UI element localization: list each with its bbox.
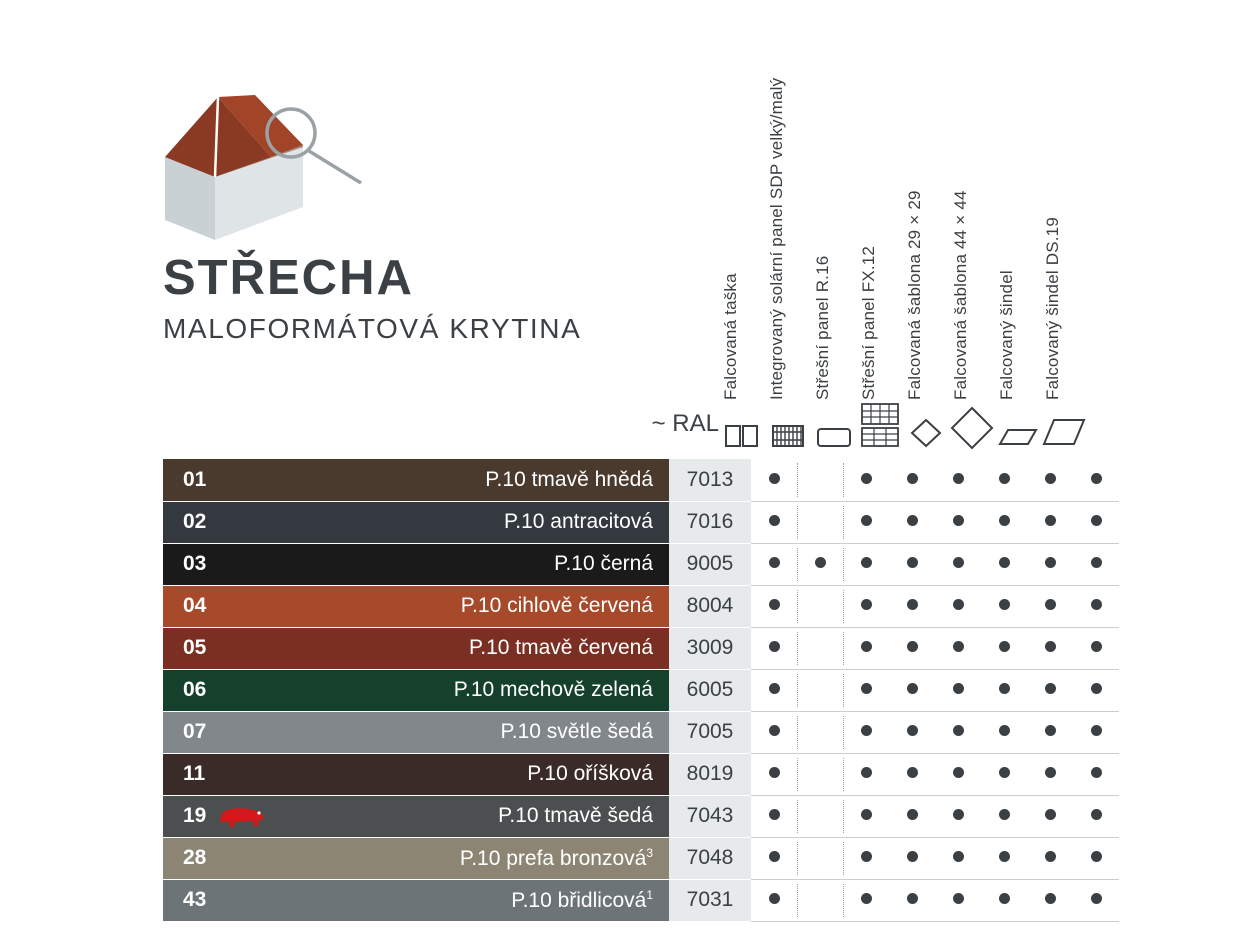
availability-cell [843,753,889,795]
availability-dot [953,557,964,568]
availability-cell [751,879,797,921]
availability-dot [999,725,1010,736]
availability-dot [907,683,918,694]
column-header-6: Falcovaný šindel [997,270,1016,400]
brand-header [163,95,593,343]
row-ral-code: 3009 [669,627,751,669]
availability-cell [1073,543,1119,585]
availability-dot [907,599,918,610]
availability-cell [1073,753,1119,795]
row-color-name: P.10 černá [253,543,669,585]
availability-cell [843,585,889,627]
row-ral-code: 6005 [669,669,751,711]
availability-dot [769,473,780,484]
availability-dot [953,809,964,820]
availability-dot [1091,851,1102,862]
column-header-4: Falcovaná šablona 29 × 29 [905,190,924,400]
availability-dot [815,557,826,568]
column-header-1: Integrovaný solární panel SDP velký/malý [767,77,786,400]
row-color-name: P.10 mechově zelená [253,669,669,711]
availability-cell [843,627,889,669]
availability-cell [797,669,843,711]
availability-dot [769,767,780,778]
availability-cell [981,501,1027,543]
availability-dot [953,683,964,694]
availability-dot [1045,473,1056,484]
availability-cell [1027,543,1073,585]
availability-cell [889,795,935,837]
availability-dot [1045,893,1056,904]
availability-dot [769,683,780,694]
availability-cell [981,837,1027,879]
sablona-44-icon [949,404,995,450]
availability-dot [861,641,872,652]
availability-cell [1073,795,1119,837]
availability-cell [981,879,1027,921]
table-row [163,585,1119,627]
availability-dot [861,515,872,526]
page-subtitle: MALOFORMÁTOVÁ KRYTINA [163,313,582,344]
row-ral-code: 7013 [669,459,751,501]
availability-cell [843,879,889,921]
availability-dot [999,473,1010,484]
availability-dot [769,515,780,526]
row-number: 11 [163,753,253,795]
availability-cell [889,585,935,627]
availability-cell [1073,585,1119,627]
availability-cell [843,669,889,711]
availability-dot [953,473,964,484]
falcovana-taska-icon [719,404,765,450]
availability-cell [889,711,935,753]
availability-cell [889,543,935,585]
availability-cell [935,711,981,753]
availability-cell [935,627,981,669]
availability-cell [935,543,981,585]
availability-cell [889,879,935,921]
availability-cell [797,711,843,753]
row-color-name: P.10 antracitová [253,501,669,543]
availability-dot [953,725,964,736]
page-title: STŘECHA [163,251,414,305]
sindel-ds19-icon [1041,404,1087,450]
row-ral-code: 7016 [669,501,751,543]
availability-dot [1045,809,1056,820]
availability-cell [797,501,843,543]
availability-dot [1091,767,1102,778]
color-table-body [163,459,1119,921]
row-color-name: P.10 tmavě šedá [253,795,669,837]
availability-dot [861,851,872,862]
availability-dot [1091,641,1102,652]
availability-cell [935,753,981,795]
availability-cell [889,837,935,879]
bison-mark-icon [215,802,267,832]
availability-cell [751,795,797,837]
availability-cell [935,837,981,879]
table-row [163,879,1119,921]
row-color-name: P.10 prefa bronzová$^3$ [253,837,669,879]
availability-dot [1045,683,1056,694]
row-ral-code: 7031 [669,879,751,921]
row-number: 04 [163,585,253,627]
availability-dot [861,893,872,904]
availability-cell [935,501,981,543]
column-headers [719,0,1119,400]
footnote-marker: 3 [646,845,653,860]
availability-cell [843,459,889,501]
availability-cell [981,669,1027,711]
availability-dot [1091,683,1102,694]
row-ral-code: 8004 [669,585,751,627]
table-row [163,501,1119,543]
availability-dot [1091,557,1102,568]
availability-cell [843,501,889,543]
availability-dot [861,767,872,778]
color-table [163,459,1088,922]
availability-dot [1091,473,1102,484]
availability-cell [797,585,843,627]
column-header-5: Falcovaná šablona 44 × 44 [951,190,970,400]
availability-dot [953,599,964,610]
availability-cell [843,795,889,837]
table-row [163,837,1119,879]
availability-cell [935,795,981,837]
ral-column-header: ~ RAL [651,410,719,437]
color-table-element [163,459,1119,922]
column-header-0: Falcovaná taška [721,273,740,400]
row-color-name: P.10 tmavě červená [253,627,669,669]
availability-cell [751,543,797,585]
row-color-name: P.10 břidlicová$^1$ [253,879,669,921]
availability-dot [999,599,1010,610]
availability-cell [1027,753,1073,795]
availability-dot [999,515,1010,526]
row-number: 02 [163,501,253,543]
row-ral-code: 7005 [669,711,751,753]
availability-dot [769,641,780,652]
availability-dot [861,683,872,694]
availability-cell [1027,459,1073,501]
availability-dot [1091,515,1102,526]
availability-cell [1027,501,1073,543]
availability-dot [861,599,872,610]
availability-dot [1091,893,1102,904]
availability-cell [843,543,889,585]
availability-cell [751,753,797,795]
row-ral-code: 8019 [669,753,751,795]
availability-cell [935,669,981,711]
availability-cell [889,753,935,795]
availability-cell [889,627,935,669]
availability-cell [751,585,797,627]
table-row [163,669,1119,711]
availability-cell [797,795,843,837]
availability-cell [1073,459,1119,501]
availability-dot [953,641,964,652]
column-header-3: Střešní panel FX.12 [859,245,878,400]
availability-dot [953,515,964,526]
availability-dot [999,893,1010,904]
availability-cell [797,753,843,795]
availability-dot [861,557,872,568]
availability-dot [907,473,918,484]
availability-dot [907,725,918,736]
table-row [163,795,1119,837]
availability-dot [999,641,1010,652]
sindel-icon [995,404,1041,450]
availability-dot [953,767,964,778]
availability-cell [1027,627,1073,669]
availability-dot [861,809,872,820]
row-color-name: P.10 cihlově červená [253,585,669,627]
availability-cell [935,585,981,627]
availability-cell [1027,879,1073,921]
availability-dot [861,725,872,736]
availability-dot [1045,725,1056,736]
availability-dot [769,893,780,904]
availability-cell [889,669,935,711]
column-header-7: Falcovaný šindel DS.19 [1043,217,1062,400]
availability-cell [1073,627,1119,669]
row-number: 03 [163,543,253,585]
availability-cell [981,459,1027,501]
availability-dot [907,557,918,568]
availability-cell [751,669,797,711]
table-row [163,543,1119,585]
availability-dot [907,767,918,778]
availability-cell [751,627,797,669]
availability-dot [861,473,872,484]
availability-cell [889,501,935,543]
availability-dot [769,557,780,568]
availability-dot [953,893,964,904]
product-icon-strip [719,398,1104,450]
availability-cell [1073,879,1119,921]
availability-cell [1073,669,1119,711]
availability-dot [1091,725,1102,736]
availability-cell [797,837,843,879]
availability-dot [907,893,918,904]
row-color-name: P.10 tmavě hnědá [253,459,669,501]
availability-cell [751,501,797,543]
availability-dot [1045,515,1056,526]
availability-cell [1027,711,1073,753]
availability-cell [1027,585,1073,627]
availability-dot [1045,599,1056,610]
solar-panel-icon [765,404,811,450]
availability-dot [907,851,918,862]
availability-cell [797,543,843,585]
availability-cell [751,837,797,879]
availability-cell [1027,795,1073,837]
availability-dot [1045,851,1056,862]
availability-dot [999,557,1010,568]
availability-cell [981,753,1027,795]
availability-dot [769,809,780,820]
availability-dot [907,515,918,526]
availability-cell [751,459,797,501]
row-ral-code: 9005 [669,543,751,585]
table-row [163,627,1119,669]
availability-dot [907,809,918,820]
availability-cell [981,795,1027,837]
availability-cell [843,837,889,879]
availability-cell [889,459,935,501]
column-header-2: Střešní panel R.16 [813,255,832,400]
availability-cell [935,879,981,921]
row-number: 28 [163,837,253,879]
row-number: 05 [163,627,253,669]
footnote-marker: 1 [646,887,653,902]
availability-cell [981,711,1027,753]
table-row [163,459,1119,501]
sablona-29-icon [903,404,949,450]
availability-dot [1045,557,1056,568]
availability-dot [999,683,1010,694]
row-number: 07 [163,711,253,753]
availability-dot [999,767,1010,778]
availability-cell [1027,669,1073,711]
row-color-name: P.10 světle šedá [253,711,669,753]
availability-dot [999,809,1010,820]
availability-dot [999,851,1010,862]
availability-dot [1091,599,1102,610]
availability-dot [1091,809,1102,820]
row-number: 43 [163,879,253,921]
table-row [163,753,1119,795]
availability-cell [1073,837,1119,879]
availability-cell [1027,837,1073,879]
availability-cell [797,879,843,921]
availability-dot [907,641,918,652]
roof-with-magnifier-icon [163,95,373,240]
availability-cell [843,711,889,753]
availability-cell [1073,711,1119,753]
availability-cell [797,627,843,669]
availability-dot [1045,767,1056,778]
availability-dot [769,599,780,610]
table-row [163,711,1119,753]
row-color-name: P.10 oříšková [253,753,669,795]
panel-fx12-icon [857,404,903,450]
availability-dot [769,851,780,862]
availability-cell [1073,501,1119,543]
row-number: 19 [163,795,253,837]
availability-cell [751,711,797,753]
row-number: 06 [163,669,253,711]
row-ral-code: 7043 [669,795,751,837]
row-number: 01 [163,459,253,501]
availability-cell [797,459,843,501]
availability-dot [769,725,780,736]
availability-cell [935,459,981,501]
availability-dot [1045,641,1056,652]
availability-cell [981,585,1027,627]
availability-dot [953,851,964,862]
availability-cell [981,543,1027,585]
availability-cell [981,627,1027,669]
row-ral-code: 7048 [669,837,751,879]
panel-r16-icon [811,404,857,450]
